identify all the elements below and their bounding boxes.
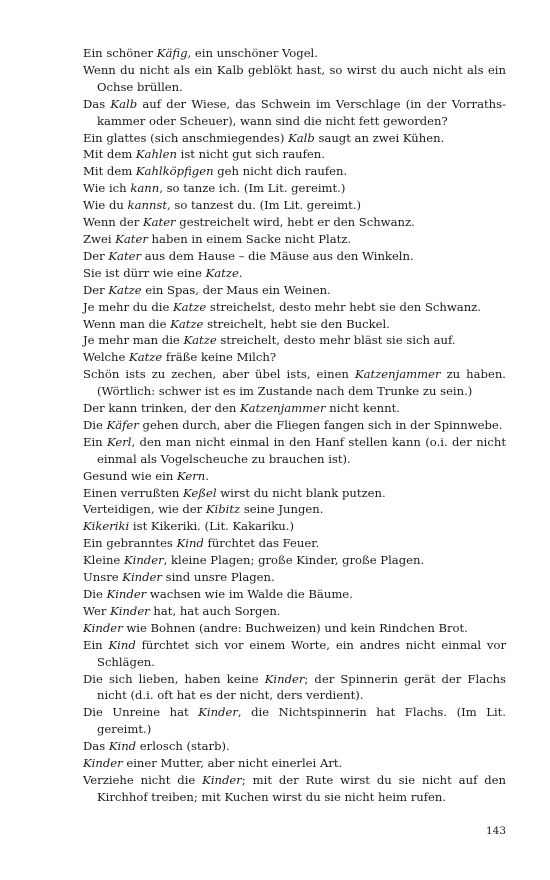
keyword: kannst (127, 198, 168, 213)
proverb-entry (83, 163, 506, 180)
keyword: Kater (108, 248, 142, 263)
proverb-text: erlosch (starb). (136, 739, 230, 754)
proverb-text: Mit dem (83, 164, 136, 179)
proverb-text: streichelt, hebt sie den Buckel. (203, 316, 390, 331)
keyword: Katze (173, 299, 207, 314)
proverb-text: sind unsre Plagen. (161, 570, 275, 585)
proverb-text: Kleine (83, 553, 124, 568)
proverb-text: Der (83, 248, 109, 263)
keyword: Kater (115, 231, 148, 246)
proverb-text: saugt an zwei Kühen. (314, 130, 445, 145)
proverb-list (83, 45, 506, 806)
proverb-text: Verteidigen, wie der (83, 502, 206, 517)
proverb-text: geh nicht dich raufen. (213, 164, 348, 179)
proverb-text: Wenn der (83, 215, 143, 230)
proverb-entry (83, 214, 506, 231)
keyword: Kerl (107, 434, 132, 449)
keyword: Käfer (106, 417, 139, 432)
proverb-entry (83, 518, 506, 535)
proverb-text: wirst du nicht blank putzen. (216, 485, 386, 500)
keyword: Kinder (202, 772, 242, 787)
proverb-text: aus dem Hause – die Mäuse aus den Winkeln. (141, 248, 414, 263)
proverb-text: seine Jungen. (240, 502, 324, 517)
proverb-entry (83, 400, 506, 417)
proverb-entry (83, 146, 506, 163)
proverb-entry (83, 434, 506, 468)
proverb-text: hat, hat auch Sorgen. (149, 603, 281, 618)
proverb-text: Je mehr man die (83, 333, 184, 348)
keyword: kann (130, 181, 160, 196)
proverb-entry (83, 349, 506, 366)
keyword: Kibitz (205, 502, 241, 517)
proverb-text: Mit dem (83, 147, 136, 162)
proverb-text: Die Unreine hat (83, 705, 199, 720)
keyword: Kikeriki (83, 519, 130, 534)
proverb-text: ist Kikeriki. (Lit. Kakariku.) (129, 519, 294, 534)
proverb-entry (83, 231, 506, 248)
proverb-text: Das (83, 96, 111, 111)
proverb-entry (83, 569, 506, 586)
proverb-entry (83, 738, 506, 755)
keyword: Kalb (288, 130, 315, 145)
proverb-text: Unsre (83, 570, 123, 585)
proverb-entry (83, 704, 506, 738)
proverb-text: wachsen wie im Walde die Bäume. (146, 587, 353, 601)
keyword: Kater (142, 215, 176, 230)
proverb-text: Sie ist dürr wie eine (83, 265, 206, 280)
keyword: Katzenjammer (240, 401, 326, 416)
proverb-text: Gesund wie ein (83, 468, 178, 483)
keyword: Kinder (110, 603, 150, 618)
proverb-text: ein Spas, der Maus ein Weinen. (141, 282, 331, 297)
proverb-text: Welche (83, 350, 130, 365)
proverb-text: , die Nichtspinnerin hat Flachs. (Im Lit. gereimt.) (97, 705, 506, 737)
proverb-entry (83, 45, 506, 62)
proverb-text: ; mit der Rute wirst du sie nicht auf den Kirchhof treiben; mit Kuchen wirst du sie nicht heim rufen. (97, 772, 506, 804)
keyword: Katzenjammer (354, 367, 441, 382)
proverb-entry (83, 535, 506, 552)
proverb-entry (83, 637, 506, 671)
proverb-entry (83, 96, 506, 130)
proverb-entry (83, 180, 506, 197)
keyword: Kern (177, 468, 206, 483)
proverb-text: Wie ich (83, 181, 131, 196)
keyword: Käfig (156, 46, 188, 60)
proverb-text: Die sich lieben, haben keine (83, 671, 265, 686)
proverb-text: Die (83, 417, 107, 432)
proverb-entry (83, 197, 506, 214)
proverb-entry (83, 586, 506, 603)
proverb-entry (83, 485, 506, 502)
proverb-entry (83, 552, 506, 569)
proverb-text: Das (83, 739, 109, 754)
proverb-entry (83, 603, 506, 620)
proverb-entry (83, 620, 506, 637)
proverb-text: Wie du (83, 198, 128, 213)
proverb-entry (83, 316, 506, 333)
proverb-text: gehen durch, aber die Fliegen fangen sich in der Spinnwebe. (138, 417, 503, 432)
page-number: 143 (485, 825, 506, 837)
proverb-text: ; der Spinnerin gerät der Flachs nicht (d.i. oft hat es der nicht, ders verdient). (97, 671, 506, 703)
proverb-text: Ein schöner (83, 46, 157, 60)
proverb-text: Wenn man die (83, 316, 171, 331)
keyword: Kinder (106, 587, 147, 601)
proverb-entry (83, 332, 506, 349)
keyword: Kahlen (135, 147, 177, 162)
proverb-entry (83, 468, 506, 485)
proverb-entry (83, 265, 506, 282)
keyword: Katze (205, 265, 239, 280)
proverb-text: Einen verrußten (83, 485, 184, 500)
proverb-entry (83, 501, 506, 518)
keyword: Kalb (110, 96, 138, 111)
proverb-text: Der kann trinken, der den (83, 401, 240, 416)
proverb-text: , so tanze ich. (Im Lit. gereimt.) (159, 181, 346, 196)
proverb-entry (83, 248, 506, 265)
proverb-text: . (238, 265, 243, 280)
proverb-text: , kleine Plagen; große Kinder, große Plagen. (163, 553, 425, 568)
proverb-entry (83, 417, 506, 434)
proverb-text: , den man nicht einmal in den Hanf stellen kann (o.i. der nicht einmal als Vogelscheuche zu brauchen ist). (97, 434, 506, 466)
proverb-text: Schön ists zu zechen, aber übel ists, einen (83, 367, 355, 382)
keyword: Kind (176, 536, 204, 551)
proverb-entry (83, 755, 506, 772)
keyword: Kinder (264, 671, 305, 686)
proverb-text: Wenn du nicht als ein Kalb geblökt hast, so wirst du auch nicht als ein Ochse brüllen. (83, 62, 506, 94)
proverb-entry (83, 671, 506, 705)
keyword: Katze (108, 282, 142, 297)
proverb-entry (83, 299, 506, 316)
proverb-text: Die (83, 587, 107, 601)
proverb-text: zu haben. (Wörtlich: schwer ist es im Zustande nach dem Trunke zu sein.) (97, 367, 506, 399)
proverb-text: wie Bohnen (andre: Buchweizen) und kein Rindchen Brot. (122, 620, 468, 635)
proverb-text: einer Mutter, aber nicht einerlei Art. (122, 756, 343, 771)
proverb-text: Zwei (83, 231, 116, 246)
proverb-text: fürchtet sich vor einem Worte, ein andres nicht einmal vor Schlägen. (97, 637, 507, 669)
keyword: Keßel (183, 485, 217, 500)
proverb-text: gestreichelt wird, hebt er den Schwanz. (175, 215, 415, 230)
proverb-text: Ein glattes (sich anschmiegendes) (83, 130, 289, 145)
proverb-entry (83, 366, 506, 400)
proverb-text: streichelst, desto mehr hebt sie den Schwanz. (206, 299, 481, 314)
proverb-text: nicht kennt. (325, 401, 400, 416)
proverb-text: Der (83, 282, 109, 297)
proverb-text: haben in einem Sacke nicht Platz. (147, 231, 352, 246)
proverb-text: auf der Wiese, das Schwein im Verschlage (in der Vorrathskammer oder Scheuer), wann sind die nicht fett geworden? (97, 96, 506, 128)
proverb-text: Ein (83, 637, 109, 652)
keyword: Kahlköpfigen (135, 164, 214, 179)
proverb-text: , ein unschöner Vogel. (187, 46, 318, 60)
proverb-text: Wer (83, 603, 111, 618)
proverb-text: Ein gebranntes (83, 536, 177, 551)
proverb-text: Ein (83, 434, 108, 449)
proverb-text: Je mehr du die (83, 299, 173, 314)
proverb-entry (83, 282, 506, 299)
proverb-entry (83, 130, 506, 147)
proverb-text: ist nicht gut sich raufen. (176, 147, 325, 162)
proverb-text: fräße keine Milch? (162, 350, 277, 365)
keyword: Katze (170, 316, 204, 331)
keyword: Kind (108, 739, 137, 754)
proverb-text: . (205, 468, 209, 483)
keyword: Kinder (83, 620, 123, 635)
keyword: Kinder (122, 570, 162, 585)
keyword: Katze (183, 333, 217, 348)
proverb-text: streichelt, desto mehr bläst sie sich auf. (216, 333, 456, 348)
keyword: Kind (108, 637, 136, 652)
proverb-text: fürchtet das Feuer. (203, 536, 320, 551)
keyword: Kinder (123, 553, 164, 568)
keyword: Kinder (198, 705, 238, 720)
proverb-text: , so tanzest du. (Im Lit. gereimt.) (167, 198, 362, 213)
keyword: Katze (129, 350, 163, 365)
proverb-entry (83, 772, 506, 806)
keyword: Kinder (83, 756, 123, 771)
proverb-text: Verziehe nicht die (83, 772, 203, 787)
proverb-entry (83, 62, 506, 96)
